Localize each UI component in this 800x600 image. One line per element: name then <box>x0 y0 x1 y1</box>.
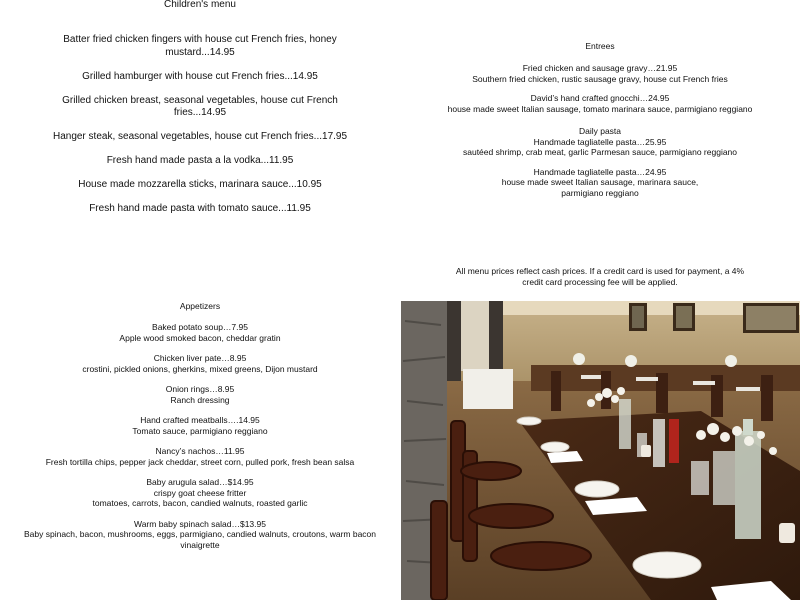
entree-description: Southern fried chicken, rustic sausage gravy, house cut French fries <box>472 73 728 84</box>
appetizer-description: Apple wood smoked bacon, cheddar gratin <box>119 332 281 343</box>
entrees-list <box>440 63 760 207</box>
appetizer-name: Hand crafted meatballs….14.95 <box>140 415 260 425</box>
appetizers-list <box>24 322 376 560</box>
entrees-section <box>400 0 800 300</box>
restaurant-dining-room-photo <box>401 301 800 600</box>
childrens-menu-item: Grilled hamburger with house cut French fries...14.95 <box>82 70 318 82</box>
appetizer-description: Baby spinach, bacon, mushrooms, eggs, parmigiano, candied walnuts, croutons, warm bacon vinaigrette <box>24 529 376 550</box>
appetizer-description: crispy goat cheese fritter <box>153 487 247 498</box>
entree-item <box>440 93 760 114</box>
entree-description: house made sweet Italian sausage, tomato marinara sauce, parmigiano reggiano <box>447 103 753 114</box>
appetizer-name: Nancy’s nachos…11.95 <box>155 446 245 456</box>
childrens-menu-section <box>0 0 400 300</box>
appetizer-item <box>40 477 360 509</box>
childrens-menu-list <box>36 34 364 227</box>
appetizer-item <box>40 353 360 374</box>
appetizer-description: Ranch dressing <box>170 394 230 405</box>
entree-description: house made sweet Italian sausage, marinara sauce, parmigiano reggiano <box>501 177 699 198</box>
childrens-menu-item: Batter fried chicken fingers with house cut French fries, honey mustard...14.95 <box>63 34 337 58</box>
appetizer-item <box>40 446 360 467</box>
appetizer-name: Chicken liver pate…8.95 <box>153 353 247 363</box>
appetizer-item <box>40 322 360 343</box>
childrens-menu-item: Hanger steak, seasonal vegetables, house cut French fries...17.95 <box>52 131 348 142</box>
entree-item <box>440 63 760 84</box>
entree-name: Handmade tagliatelle pasta…25.95 <box>533 136 667 147</box>
appetizer-name: Baby arugula salad…$14.95 <box>146 477 254 487</box>
appetizers-section <box>0 300 400 600</box>
childrens-menu-item: Grilled chicken breast, seasonal vegetables, house cut French fries...14.95 <box>62 94 338 118</box>
appetizer-item <box>40 415 360 436</box>
appetizer-name: Baked potato soup…7.95 <box>152 322 248 332</box>
credit-card-fee-notice: All menu prices reflect cash prices. If a credit card is used for payment, a 4% credit card processing fee will be applied. <box>455 266 745 287</box>
appetizer-name: Onion rings…8.95 <box>165 384 235 394</box>
entree-name: Fried chicken and sausage gravy…21.95 <box>522 63 678 73</box>
daily-pasta-item <box>440 126 760 158</box>
appetizer-item <box>24 518 376 551</box>
childrens-menu-title: Children's menu <box>164 0 236 10</box>
appetizers-title: Appetizers <box>179 301 221 311</box>
daily-pasta-item <box>440 167 760 199</box>
childrens-menu-item: Fresh hand made pasta a la vodka...11.95 <box>106 155 294 166</box>
dining-room-illustration <box>401 301 800 600</box>
entree-name: David’s hand crafted gnocchi…24.95 <box>530 93 670 103</box>
childrens-menu-item: House made mozzarella sticks, marinara sauce...10.95 <box>78 179 322 190</box>
childrens-menu-item: Fresh hand made pasta with tomato sauce...11.95 <box>89 203 311 214</box>
entree-name: Handmade tagliatelle pasta…24.95 <box>533 166 667 177</box>
appetizer-description: tomatoes, carrots, bacon, candied walnuts, roasted garlic <box>92 498 308 508</box>
daily-pasta-label: Daily pasta <box>578 126 622 136</box>
entrees-title: Entrees <box>585 41 615 51</box>
appetizer-name: Warm baby spinach salad…$13.95 <box>134 518 266 529</box>
appetizer-description: Tomato sauce, parmigiano reggiano <box>132 425 268 436</box>
entree-description: sautéed shrimp, crab meat, garlic Parmesan sauce, parmigiano reggiano <box>462 147 738 157</box>
appetizer-description: Fresh tortilla chips, pepper jack cheddar, street corn, pulled pork, fresh bean salsa <box>45 456 355 467</box>
appetizer-description: crostini, pickled onions, gherkins, mixed greens, Dijon mustard <box>82 363 318 374</box>
appetizer-item <box>40 384 360 405</box>
